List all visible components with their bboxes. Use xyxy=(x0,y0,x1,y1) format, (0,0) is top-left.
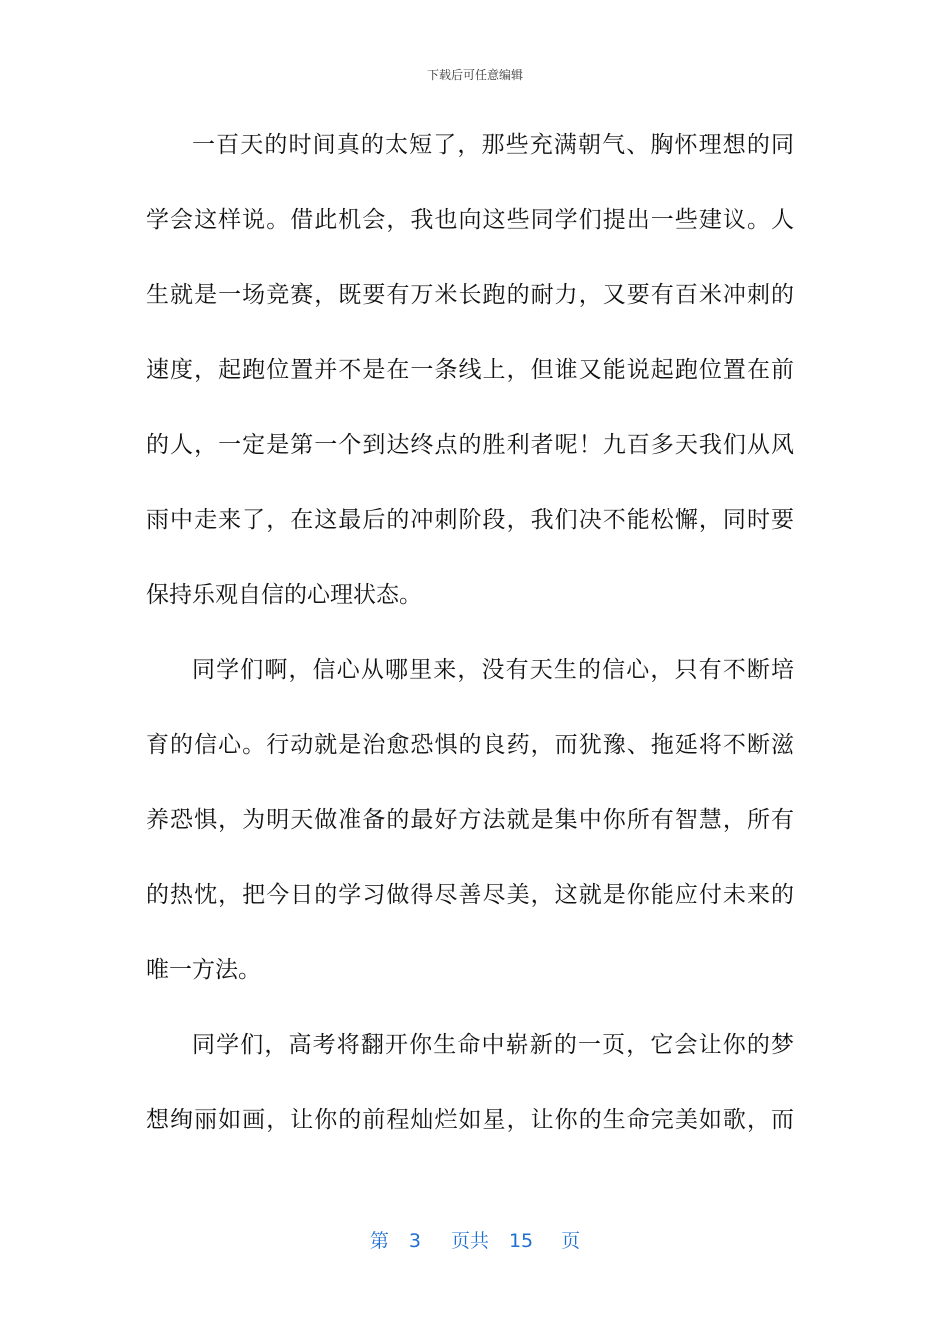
page-footer xyxy=(0,1226,950,1253)
paragraph-1-line-4: 速度，起跑位置并不是在一条线上，但谁又能说起跑位置在前 xyxy=(146,357,794,383)
footer-of-label: 页共 xyxy=(450,1230,489,1252)
paragraph-3-line-2: 想绚丽如画，让你的前程灿烂如星，让你的生命完美如歌，而 xyxy=(146,1107,794,1133)
paragraph-1-line-3: 生就是一场竞赛，既要有万米长跑的耐力，又要有百米冲刺的 xyxy=(146,282,794,308)
paragraph-1-line-6: 雨中走来了，在这最后的冲刺阶段，我们决不能松懈，同时要 xyxy=(146,507,794,533)
paragraph-1-line-2: 学会这样说。借此机会，我也向这些同学们提出一些建议。人 xyxy=(146,207,794,233)
paragraph-2-line-5: 唯一方法。 xyxy=(146,957,261,983)
footer-page-end-label: 页 xyxy=(561,1230,581,1252)
paragraph-2-line-4: 的热忱，把今日的学习做得尽善尽美，这就是你能应付未来的 xyxy=(146,882,794,908)
paragraph-2-line-3: 养恐惧，为明天做准备的最好方法就是集中你所有智慧，所有 xyxy=(146,807,794,833)
paragraph-3-line-1: 同学们，高考将翻开你生命中崭新的一页，它会让你的梦 xyxy=(192,1032,794,1058)
header-note: 下载后可任意编辑 xyxy=(426,68,523,82)
footer-total-pages: 15 xyxy=(508,1230,534,1252)
paragraph-2-line-2: 育的信心。行动就是治愈恐惧的良药，而犹豫、拖延将不断滋 xyxy=(146,732,794,758)
paragraph-1-line-1: 一百天的时间真的太短了，那些充满朝气、胸怀理想的同 xyxy=(192,132,794,158)
paragraph-1-line-5: 的人，一定是第一个到达终点的胜利者呢！九百多天我们从风 xyxy=(146,432,794,458)
paragraph-1-line-7: 保持乐观自信的心理状态。 xyxy=(146,582,422,608)
footer-page-label: 第 xyxy=(369,1230,389,1252)
document-body xyxy=(146,108,794,1158)
footer-current-page: 3 xyxy=(408,1230,421,1252)
paragraph-2-line-1: 同学们啊，信心从哪里来，没有天生的信心，只有不断培 xyxy=(192,657,794,683)
